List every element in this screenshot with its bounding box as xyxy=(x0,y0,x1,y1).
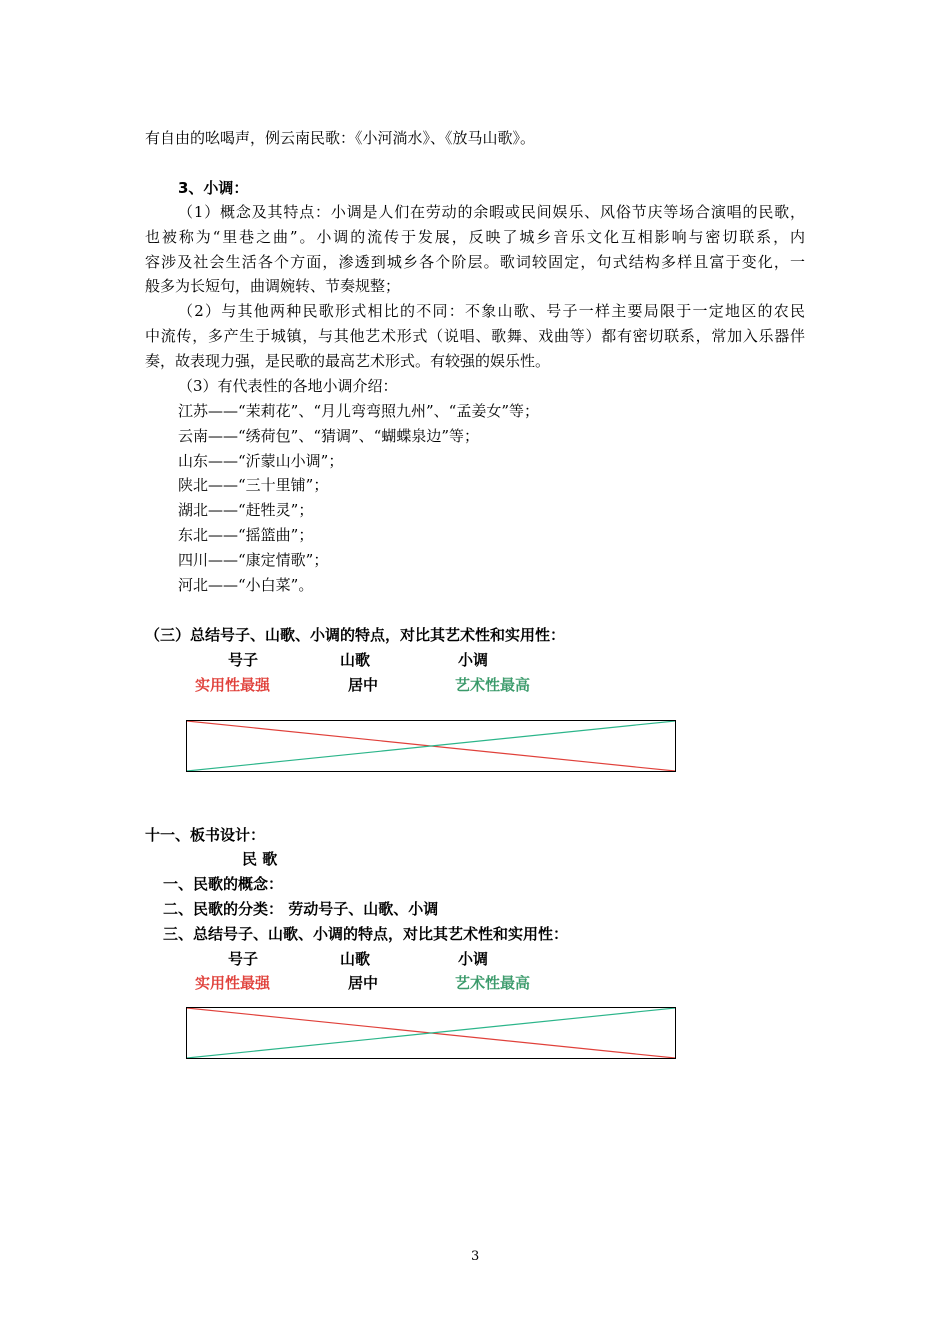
board-middle-label: 居中 xyxy=(348,974,379,992)
section3-p3-title: （3）有代表性的各地小调介绍： xyxy=(178,377,398,395)
board-item-concept: 一、民歌的概念： xyxy=(163,875,284,893)
cross-lines xyxy=(187,721,675,771)
region-item: 河北——“小白菜”。 xyxy=(178,576,314,594)
summary-practical-label: 实用性最强 xyxy=(195,676,271,694)
region-item: 四川——“康定情歌”； xyxy=(178,551,329,569)
section3-p1-line4: 般多为长短句，曲调婉转、节奏规整； xyxy=(145,277,401,295)
section3-p1-line1: （1）概念及其特点：小调是人们在劳动的余暇或民间娱乐、风俗节庆等场合演唱的民歌， xyxy=(178,203,805,221)
section3-p2-line3: 奏，故表现力强，是民歌的最高艺术形式。有较强的娱乐性。 xyxy=(145,352,551,370)
region-item: 云南——“绣荷包”、“猜调”、“蝴蝶泉边”等； xyxy=(178,427,480,445)
section3-heading: 3、小调： xyxy=(178,179,249,197)
board-item-classification: 二、民歌的分类： 劳动号子、山歌、小调 xyxy=(163,900,439,918)
region-item: 东北——“摇篮曲”； xyxy=(178,526,314,544)
board-heading: 十一、板书设计： xyxy=(145,826,266,844)
board-title: 民 歌 xyxy=(242,850,278,868)
summary-col-haozi: 号子 xyxy=(228,651,259,669)
board-practical-label: 实用性最强 xyxy=(195,974,271,992)
summary-col-shange: 山歌 xyxy=(340,651,371,669)
summary-middle-label: 居中 xyxy=(348,676,379,694)
section3-p1-line2: 也被称为“里巷之曲”。小调的流传于发展，反映了城乡音乐文化互相影响与密切联系，内 xyxy=(145,228,805,246)
board-artistic-label: 艺术性最高 xyxy=(455,974,531,992)
summary-comparison-diagram xyxy=(186,720,676,772)
summary-heading: （三）总结号子、山歌、小调的特点，对比其艺术性和实用性： xyxy=(145,626,566,644)
region-item: 江苏——“茉莉花”、“月儿弯弯照九州”、“孟姜女”等； xyxy=(178,402,540,420)
section3-p1-line3: 容涉及社会生活各个方面，渗透到城乡各个阶层。歌词较固定，句式结构多样且富于变化，一 xyxy=(145,253,805,271)
region-item: 陕北——“三十里铺”； xyxy=(178,476,329,494)
board-col-xiaodiao: 小调 xyxy=(458,950,489,968)
board-col-haozi: 号子 xyxy=(228,950,259,968)
board-item-summary: 三、总结号子、山歌、小调的特点，对比其艺术性和实用性： xyxy=(163,925,569,943)
summary-artistic-label: 艺术性最高 xyxy=(455,676,531,694)
cross-lines xyxy=(187,1008,675,1058)
intro-line: 有自由的吆喝声，例云南民歌：《小河淌水》、《放马山歌》。 xyxy=(145,129,536,147)
section3-p2-line2: 中流传，多产生于城镇，与其他艺术形式（说唱、歌舞、戏曲等）都有密切联系，常加入乐器伴 xyxy=(145,327,805,345)
summary-col-xiaodiao: 小调 xyxy=(458,651,489,669)
section3-p2-line1: （2）与其他两种民歌形式相比的不同：不象山歌、号子一样主要局限于一定地区的农民 xyxy=(178,302,805,320)
board-col-shange: 山歌 xyxy=(340,950,371,968)
region-item: 湖北——“赶牲灵”； xyxy=(178,501,314,519)
page-number: 3 xyxy=(471,1249,480,1264)
region-item: 山东——“沂蒙山小调”； xyxy=(178,452,344,470)
board-comparison-diagram xyxy=(186,1007,676,1059)
